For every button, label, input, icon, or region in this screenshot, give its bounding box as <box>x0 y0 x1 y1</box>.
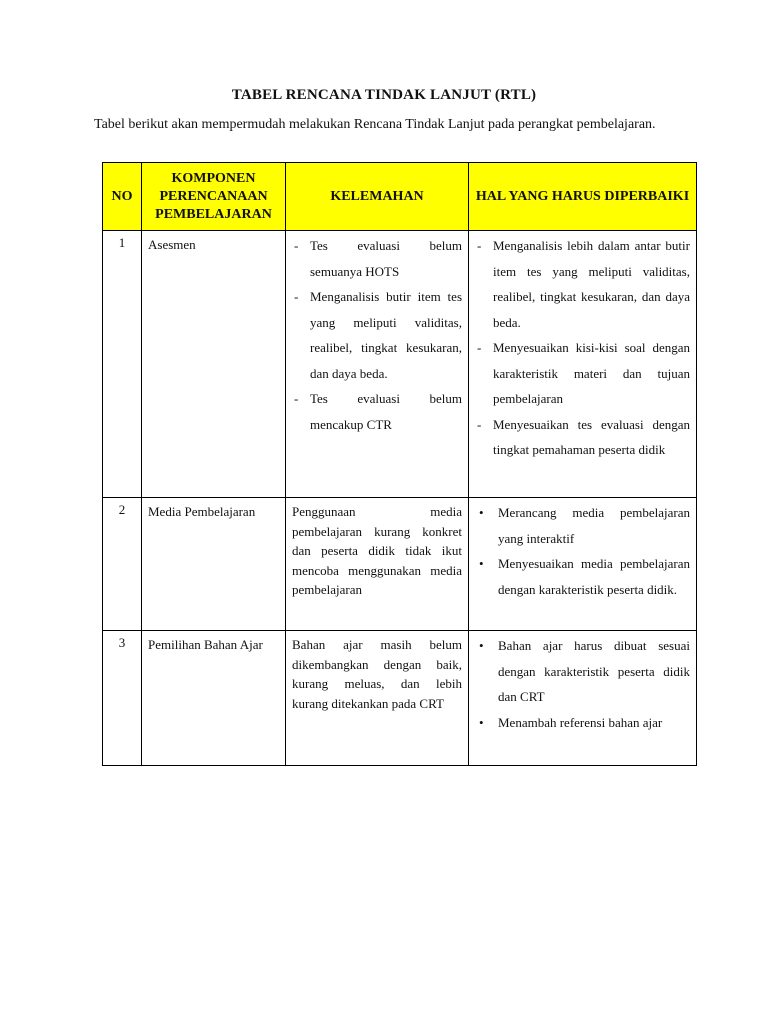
row-hal <box>469 231 697 498</box>
list-item: - Menyesuaikan kisi-kisi soal dengan karakteristik materi dan tujuan pembelajaran <box>475 335 690 412</box>
header-komponen: KOMPONEN PERENCANAAN PEMBELAJARAN <box>142 163 286 231</box>
hal-list <box>475 633 690 735</box>
row-number: 2 <box>103 498 142 631</box>
kelemahan-text: Bahan ajar masih belum dikembangkan dengan baik, kurang meluas, dan lebih kurang ditekankan pada CRT <box>292 637 462 711</box>
row-number: 1 <box>103 231 142 498</box>
row-hal <box>469 631 697 766</box>
table-row <box>103 631 697 766</box>
table-header-row <box>103 163 697 231</box>
kelemahan-list <box>292 233 462 437</box>
list-item: • Menambah referensi bahan ajar <box>475 710 690 736</box>
row-komponen: Asesmen <box>142 231 286 498</box>
rtl-table <box>102 162 697 766</box>
row-komponen: Pemilihan Bahan Ajar <box>142 631 286 766</box>
table-row <box>103 498 697 631</box>
intro-paragraph: Tabel berikut akan mempermudah melakukan Rencana Tindak Lanjut pada perangkat pembelajaran. <box>94 117 656 132</box>
row-kelemahan <box>286 631 469 766</box>
row-kelemahan <box>286 231 469 498</box>
table-row <box>103 231 697 498</box>
kelemahan-text: Penggunaan media pembelajaran kurang konkret dan peserta didik tidak ikut mencoba menggunakan media pembelajaran <box>292 504 462 597</box>
list-item: - Menganalisis lebih dalam antar butir item tes yang meliputi validitas, realibel, tingkat kesukaran, dan daya beda. <box>475 233 690 335</box>
header-no: NO <box>103 163 142 231</box>
header-hal: HAL YANG HARUS DIPERBAIKI <box>469 163 697 231</box>
list-item: - Tes evaluasi belum mencakup CTR <box>292 386 462 437</box>
list-item: • Merancang media pembelajaran yang interaktif <box>475 500 690 551</box>
hal-list <box>475 233 690 463</box>
list-item: - Menyesuaikan tes evaluasi dengan tingkat pemahaman peserta didik <box>475 412 690 463</box>
row-number: 3 <box>103 631 142 766</box>
list-item: • Bahan ajar harus dibuat sesuai dengan karakteristik peserta didik dan CRT <box>475 633 690 710</box>
document-title: TABEL RENCANA TINDAK LANJUT (RTL) <box>231 87 537 103</box>
hal-list <box>475 500 690 602</box>
list-item: - Tes evaluasi belum semuanya HOTS <box>292 233 462 284</box>
row-komponen: Media Pembelajaran <box>142 498 286 631</box>
list-item: - Menganalisis butir item tes yang meliputi validitas, realibel, tingkat kesukaran, dan daya beda. <box>292 284 462 386</box>
header-kelemahan: KELEMAHAN <box>286 163 469 231</box>
list-item: • Menyesuaikan media pembelajaran dengan karakteristik peserta didik. <box>475 551 690 602</box>
row-kelemahan <box>286 498 469 631</box>
row-hal <box>469 498 697 631</box>
